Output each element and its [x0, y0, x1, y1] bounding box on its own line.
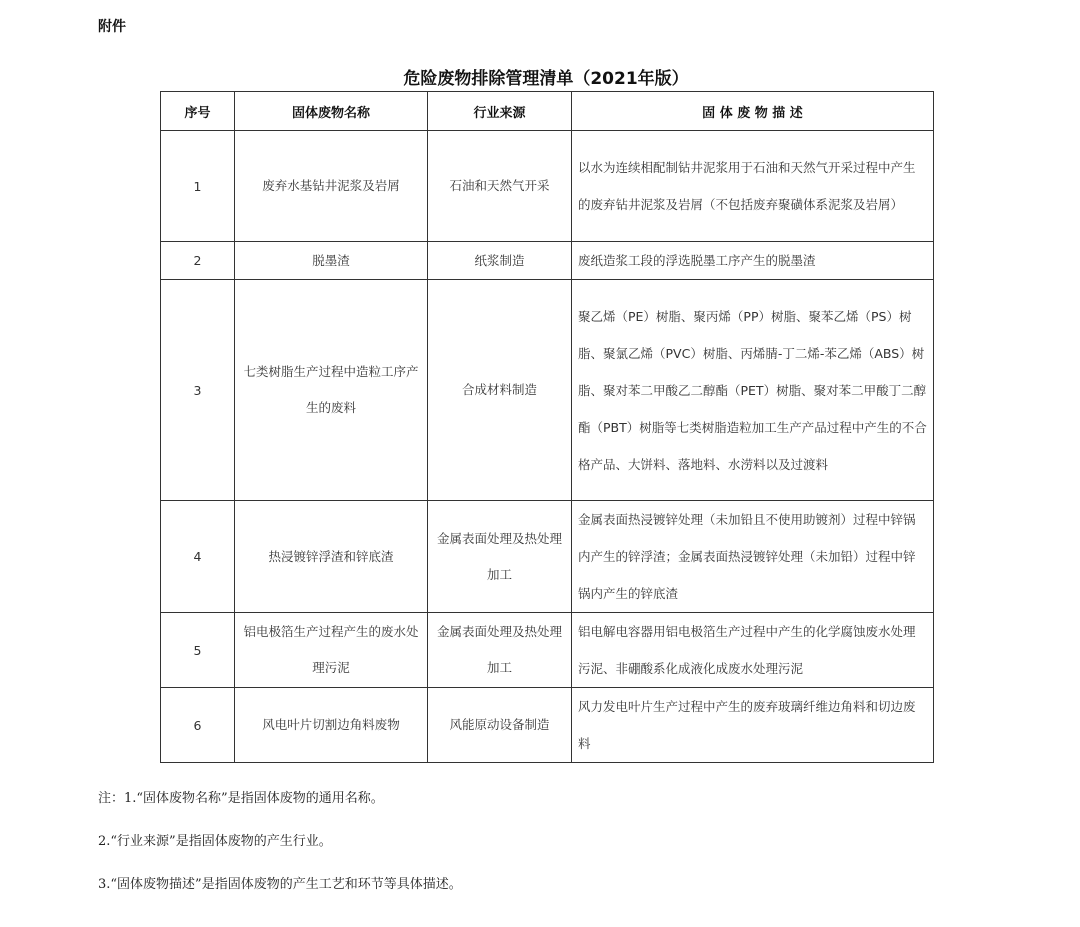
- row-source: 金属表面处理及热处理加工: [428, 613, 572, 688]
- row-no: 3: [161, 280, 235, 501]
- header-source: 行业来源: [428, 92, 572, 131]
- attachment-label: 附件: [98, 19, 126, 35]
- header-description: 固 体 废 物 描 述: [572, 92, 934, 131]
- row-no: 4: [161, 501, 235, 613]
- row-no: 2: [161, 242, 235, 280]
- row-name: 风电叶片切割边角料废物: [235, 688, 428, 763]
- row-source: 合成材料制造: [428, 280, 572, 501]
- table-row: [161, 280, 934, 501]
- table-row: [161, 613, 934, 688]
- document-title: 危险废物排除管理清单（2021年版）: [403, 69, 689, 89]
- row-no: 6: [161, 688, 235, 763]
- hazardous-waste-exclusion-table: [160, 91, 934, 763]
- row-name: 脱墨渣: [235, 242, 428, 280]
- table-row: [161, 501, 934, 613]
- table-row: [161, 131, 934, 242]
- row-description: 铝电解电容器用铝电极箔生产过程中产生的化学腐蚀废水处理污泥、非硼酸系化成液化成废水处理污泥: [572, 613, 934, 688]
- row-description: 风力发电叶片生产过程中产生的废弃玻璃纤维边角料和切边废料: [572, 688, 934, 763]
- row-source: 石油和天然气开采: [428, 131, 572, 242]
- row-name: 热浸镀锌浮渣和锌底渣: [235, 501, 428, 613]
- note-2: 2.“行业来源”是指固体废物的产生行业。: [98, 834, 332, 849]
- note-1: 注：1.“固体废物名称”是指固体废物的通用名称。: [98, 791, 384, 806]
- table-header-row: [161, 92, 934, 131]
- table-row: [161, 688, 934, 763]
- row-description: 以水为连续相配制钻井泥浆用于石油和天然气开采过程中产生的废弃钻井泥浆及岩屑（不包括废弃聚磺体系泥浆及岩屑）: [572, 131, 934, 242]
- header-no: 序号: [161, 92, 235, 131]
- row-name: 铝电极箔生产过程产生的废水处理污泥: [235, 613, 428, 688]
- row-no: 5: [161, 613, 235, 688]
- table-row: [161, 242, 934, 280]
- row-no: 1: [161, 131, 235, 242]
- row-name: 废弃水基钻井泥浆及岩屑: [235, 131, 428, 242]
- row-description: 废纸造浆工段的浮选脱墨工序产生的脱墨渣: [572, 242, 934, 280]
- row-description: 金属表面热浸镀锌处理（未加铅且不使用助镀剂）过程中锌锅内产生的锌浮渣；金属表面热浸镀锌处理（未加铅）过程中锌锅内产生的锌底渣: [572, 501, 934, 613]
- row-name: 七类树脂生产过程中造粒工序产生的废料: [235, 280, 428, 501]
- row-description: 聚乙烯（PE）树脂、聚丙烯（PP）树脂、聚苯乙烯（PS）树脂、聚氯乙烯（PVC）树脂、丙烯腈-丁二烯-苯乙烯（ABS）树脂、聚对苯二甲酸乙二醇酯（PET）树脂、聚对苯二甲酸丁二醇酯（PBT）树脂等七类树脂造粒加工生产产品过程中产生的不合格产品、大饼料、落地料、水涝料以及过渡料: [572, 280, 934, 501]
- row-source: 金属表面处理及热处理加工: [428, 501, 572, 613]
- note-3: 3.“固体废物描述”是指固体废物的产生工艺和环节等具体描述。: [98, 877, 462, 892]
- header-name: 固体废物名称: [235, 92, 428, 131]
- row-source: 风能原动设备制造: [428, 688, 572, 763]
- row-source: 纸浆制造: [428, 242, 572, 280]
